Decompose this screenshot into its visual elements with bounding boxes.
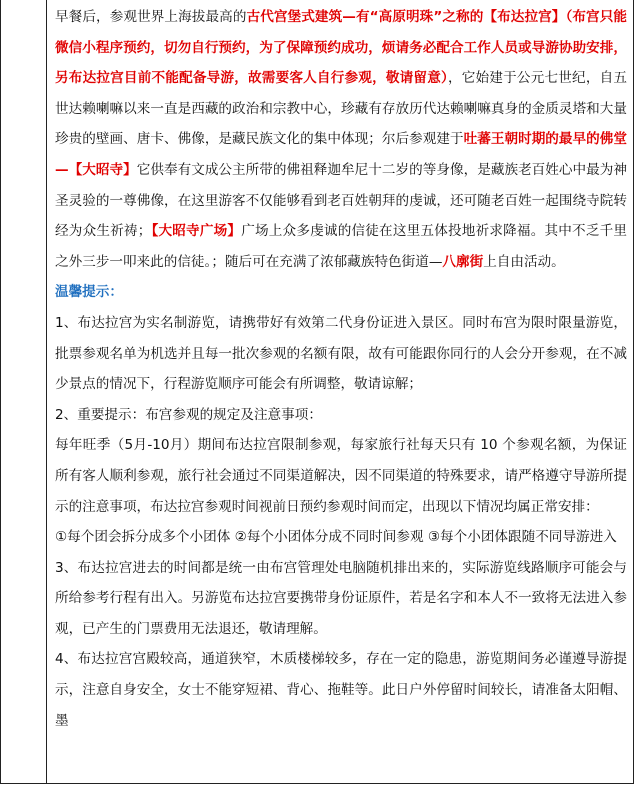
text-segment: 早餐后，参观世界上海拔最高的 [55, 9, 247, 25]
tips-heading: 温馨提示： [55, 284, 123, 301]
tip-2-body: 每年旺季（5月-10月）期间布达拉宫限制参观，每家旅行社每天只有 10 个参观名额，为保证所有客人顺利参观，旅行社会通过不同渠道解决，因不同渠道的特殊要求，请严格遵守导游所提示的注意事项，布达拉宫参观时间视前日预约参观时间而定，出现以下情况均属正常安排： [55, 437, 627, 515]
itinerary-content [55, 2, 627, 736]
tip-4: 4、布达拉宫宫殿较高，通道狭窄，木质楼梯较多，存在一定的隐患，游览期间务必谨遵导游提示，注意自身安全，女士不能穿短裙、背心、拖鞋等。此日户外停留时间较长，请准备太阳帽、墨 [55, 651, 627, 729]
jokhang-square-highlight: 【大昭寺广场】 [151, 223, 242, 240]
left-column-cell [0, 0, 47, 784]
jokhang-highlight: 吐蕃王朝时期的最早的佛堂—【大昭寺】 [55, 131, 628, 178]
tip-2-title: 2、重要提示：布宫参观的规定及注意事项： [55, 406, 322, 423]
text-segment: 它供奉有文成公主所带的佛祖释迦牟尼十二岁的等身像，是藏族老百姓心中最为神圣灵验的一尊佛像，在这里游客不仅能够看到老百姓朝拜的虔诚，还可随老百姓一起围绕寺院转经为众生祈祷； [55, 161, 627, 240]
tip-3: 3、布达拉宫进去的时间都是统一由布宫管理处电脑随机排出来的，实际游览线路顺序可能会与所给参考行程有出入。另游览布达拉宫要携带身份证原件，若是名字和本人不一致将无法进入参观，已产生的门票费用无法退还，敬请理解。 [55, 559, 627, 637]
tip-1: 1、布达拉宫为实名制游览，请携带好有效第二代身份证进入景区。同时布宫为限时限量游览，批票参观名单为机选并且每一批次参观的名额有限，故有可能跟你同行的人会分开参观，在不减少景点的情况下，行程游览顺序可能会有所调整，敬请谅解； [55, 314, 627, 393]
tip-2-cases: ①每个团会拆分成多个小团体 ②每个小团体分成不同时间参观 ③每个小团体跟随不同导游进入 [55, 529, 617, 546]
itinerary-paragraph [55, 2, 627, 277]
text-segment: 上自由活动。 [483, 253, 565, 270]
text-segment: ，它始建于公元七世纪，自五世达赖喇嘛以来一直是西藏的政治和宗教中心，珍藏有存放历代达赖喇嘛真身的金质灵塔和大量珍贵的壁画、唐卡、佛像，是藏民族文化的集中体现；尔后参观建于 [55, 70, 628, 148]
barkhor-street-highlight: 八廓街 [442, 253, 484, 270]
potala-booking-notice: 古代宫堡式建筑—有“高原明珠”之称的【布达拉宫】（布宫只能微信小程序预约，切勿自行预约，为了保障预约成功，烦请务必配合工作人员或导游协助安排，另布达拉宫目前不能配备导游，故需要客人自行参观，敬请留意） [55, 9, 627, 87]
text-segment: 广场上众多虔诚的信徒在这里五体投地祈求降福。其中不乏千里之外三步一叩来此的信徒。；随后可在充满了浓郁藏族特色街道— [55, 223, 628, 270]
